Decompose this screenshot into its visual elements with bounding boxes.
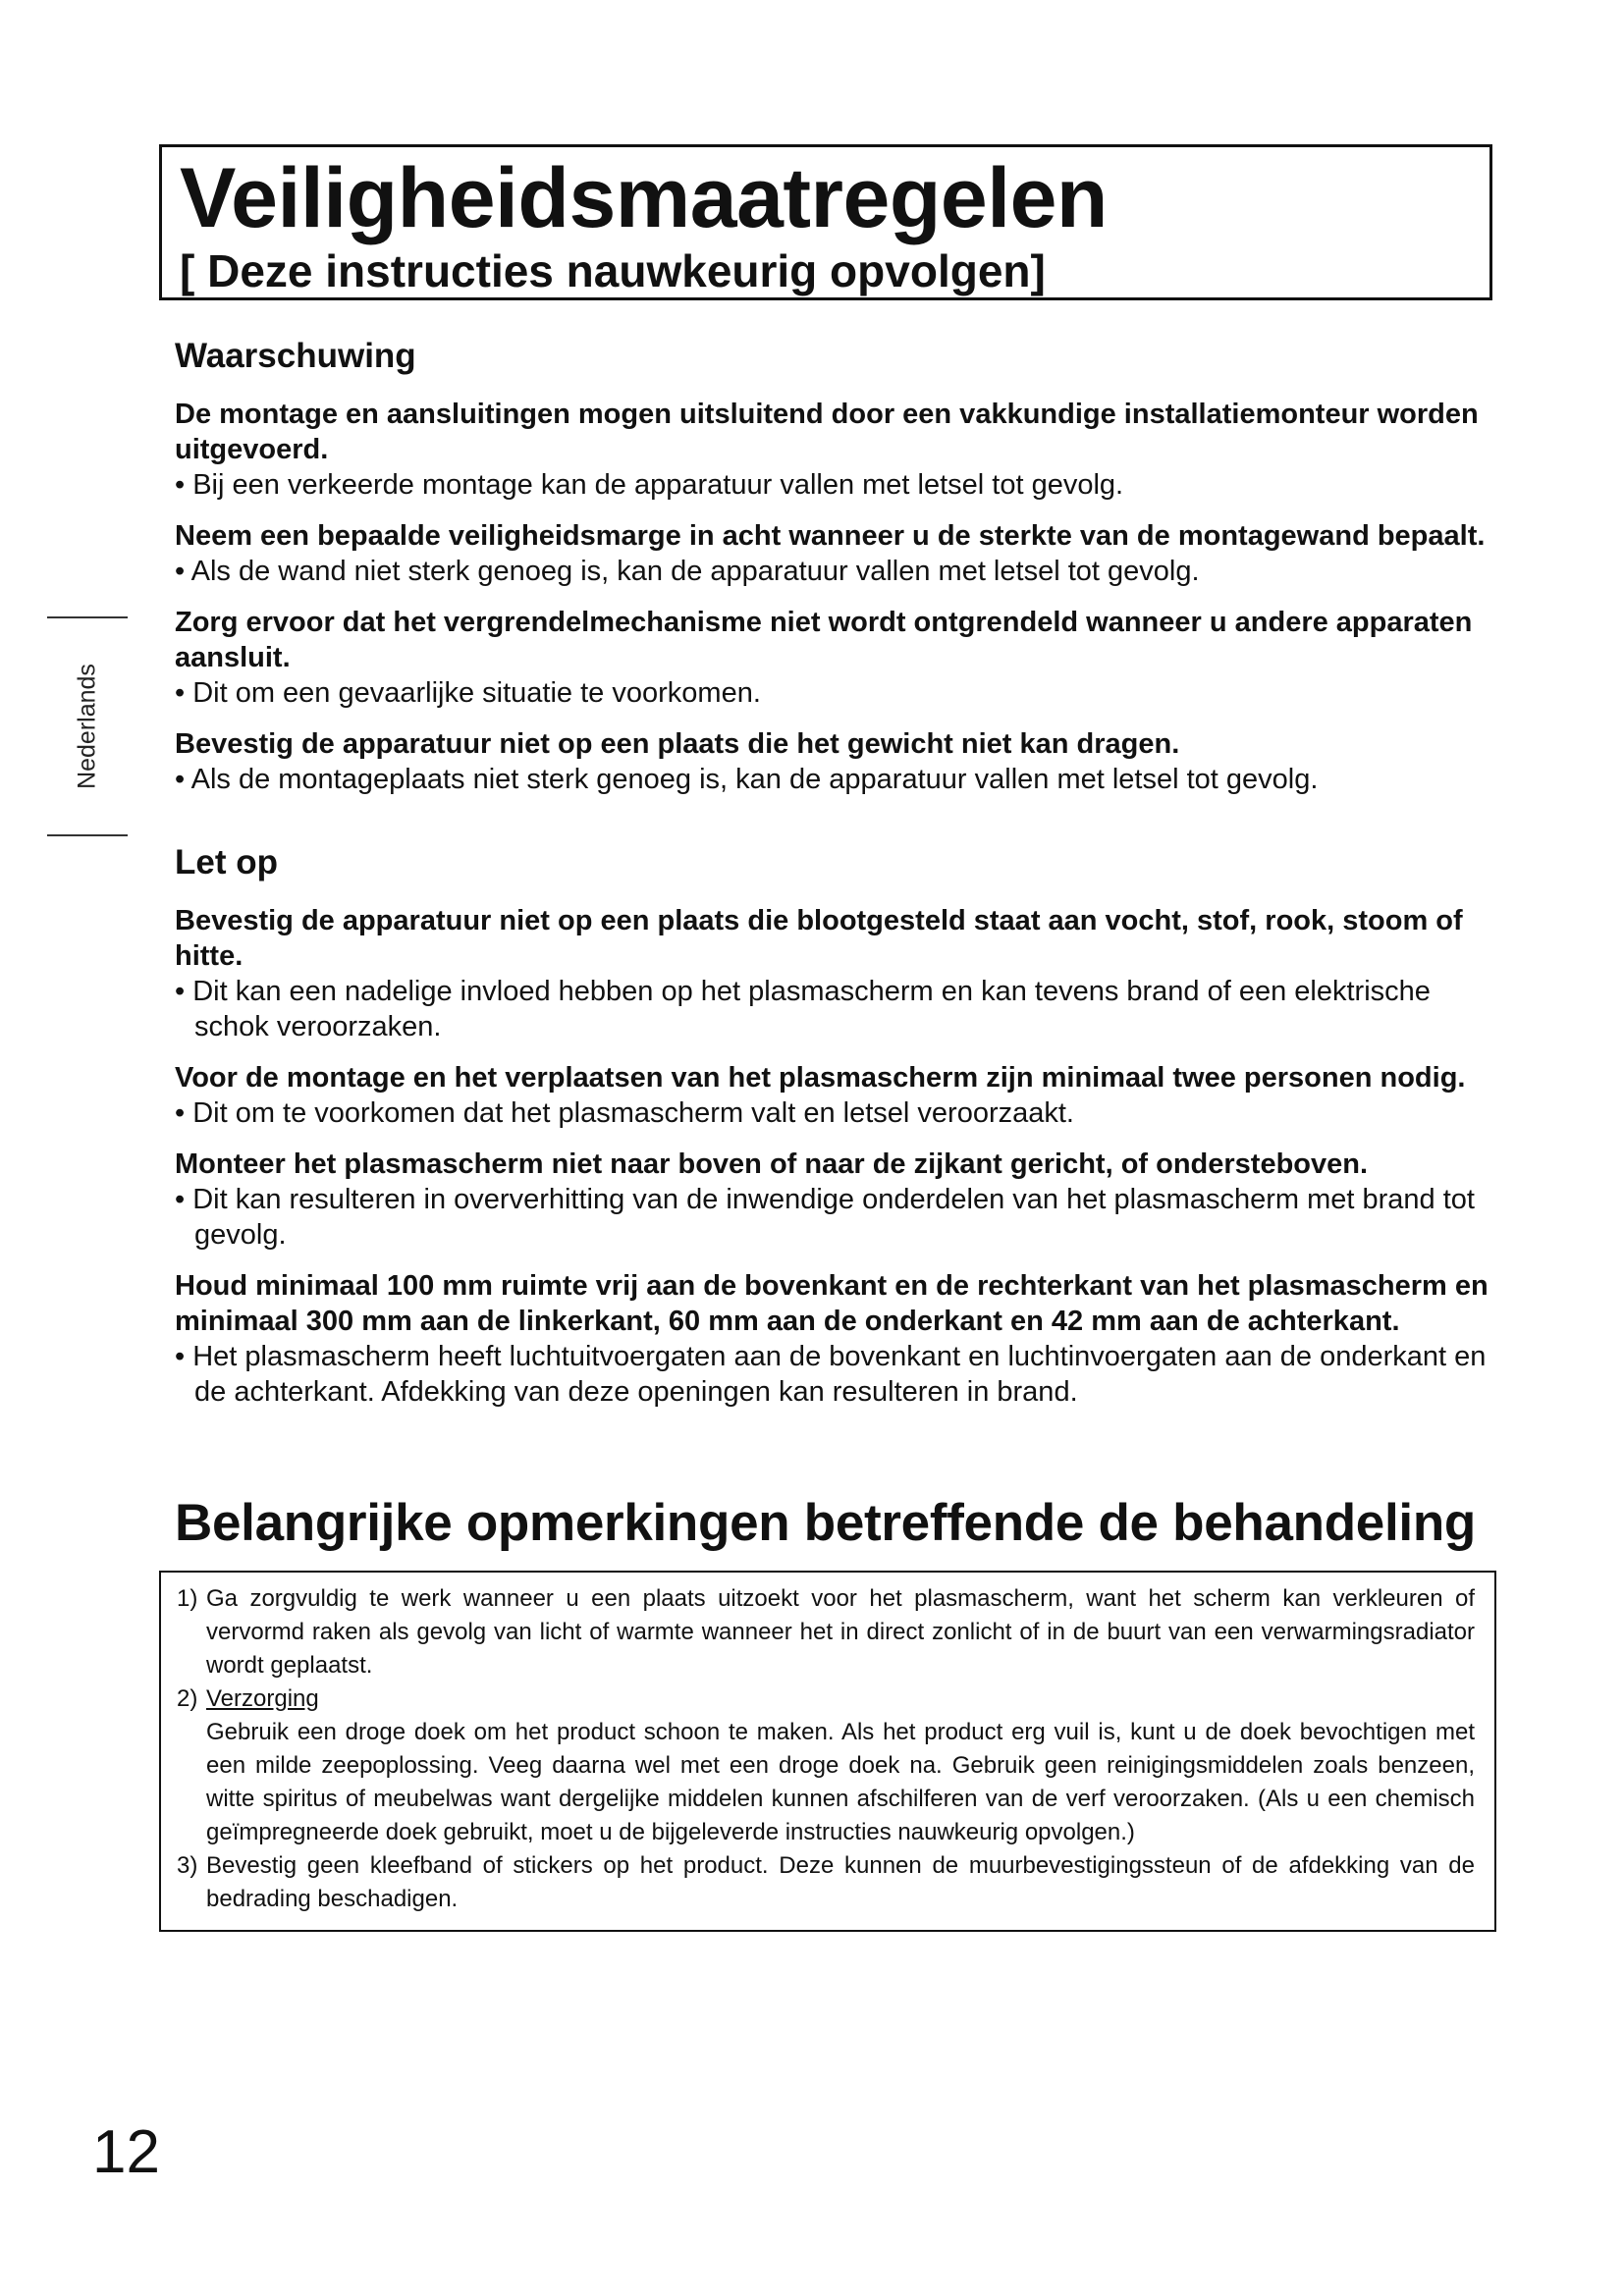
caution-item-heading: Bevestig de apparatuur niet op een plaats die blootgesteld staat aan vocht, stof, rook, stoom of hitte. (175, 905, 1463, 972)
page-subtitle: [ Deze instructies nauwkeurig opvolgen] (180, 245, 1046, 296)
handling-note (177, 1682, 1475, 1849)
warning-item-heading: Zorg ervoor dat het vergrendelmechanisme niet wordt ontgrendeld wanneer u andere apparaten aansluit. (175, 607, 1473, 673)
title-box (159, 144, 1492, 300)
caution-heading: Let op (175, 843, 278, 881)
caution-item-heading: Monteer het plasmascherm niet naar boven of naar de zijkant gericht, of ondersteboven. (175, 1148, 1369, 1180)
note-subheading: Verzorging (206, 1685, 319, 1712)
note-number: 2) (177, 1685, 198, 1712)
handling-notes-box (159, 1571, 1496, 1932)
caution-section (175, 836, 1500, 1410)
note-text: Ga zorgvuldig te werk wanneer u een plaats uitzoekt voor het plasmascherm, want het scherm kan verkleuren of vervormd raken als gevolg van licht of warmte wanneer het in direct zonlicht of in de buurt van een verwarmingsradiator wordt geplaatst. (206, 1585, 1475, 1679)
warning-item (175, 397, 1500, 503)
caution-item-bullet: • Dit om te voorkomen dat het plasmascherm valt en letsel veroorzaakt. (175, 1097, 1074, 1129)
handling-note (177, 1582, 1475, 1682)
caution-item (175, 903, 1500, 1044)
caution-item (175, 1268, 1500, 1410)
warning-item-bullet: • Als de wand niet sterk genoeg is, kan de apparatuur vallen met letsel tot gevolg. (175, 556, 1200, 587)
caution-item (175, 1147, 1500, 1253)
warning-item-bullet: • Bij een verkeerde montage kan de apparatuur vallen met letsel tot gevolg. (175, 469, 1124, 501)
page-title: Veiligheidsmaatregelen (180, 151, 1108, 245)
handling-note (177, 1849, 1475, 1916)
warning-item-heading: Neem een bepaalde veiligheidsmarge in acht wanneer u de sterkte van de montagewand bepaalt. (175, 520, 1486, 552)
warning-item-bullet: • Dit om een gevaarlijke situatie te voorkomen. (175, 677, 761, 709)
handling-section (175, 1494, 1500, 1932)
caution-item-bullet: • Dit kan een nadelige invloed hebben op het plasmascherm en kan tevens brand of een elektrische schok veroorzaken. (175, 976, 1431, 1042)
note-number: 3) (177, 1852, 198, 1879)
page-number: 12 (92, 2118, 160, 2186)
caution-item-bullet: • Dit kan resulteren in oververhitting van de inwendige onderdelen van het plasmascherm met brand tot gevolg. (175, 1184, 1475, 1251)
caution-item-bullet: • Het plasmascherm heeft luchtuitvoergaten aan de bovenkant en luchtinvoergaten aan de onderkant en de achterkant. Afdekking van deze openingen kan resulteren in brand. (175, 1341, 1487, 1408)
warning-heading: Waarschuwing (175, 337, 416, 375)
caution-item-heading: Houd minimaal 100 mm ruimte vrij aan de bovenkant en de rechterkant van het plasmascherm en minimaal 300 mm aan de linkerkant, 60 mm aan de onderkant en 42 mm aan de achterkant. (175, 1270, 1489, 1337)
language-side-tab (47, 616, 128, 836)
note-text: Bevestig geen kleefband of stickers op het product. Deze kunnen de muurbevestigingssteun of de afdekking van de bedrading beschadigen. (206, 1852, 1475, 1912)
note-text: Gebruik een droge doek om het product schoon te maken. Als het product erg vuil is, kunt u de doek bevochtigen met een milde zeepoplossing. Veeg daarna wel met een droge doek na. Gebruik geen reinigingsmiddelen zoals benzeen, witte spiritus of meubelwas want dergelijke middelen kunnen afschilferen van de verf veroorzaken. (Als u een chemisch geïmpregneerde doek gebruikt, moet u de bijgeleverde instructies nauwkeurig opvolgen.) (206, 1719, 1475, 1845)
note-body (206, 1682, 1475, 1849)
warning-item (175, 605, 1500, 711)
warning-section (175, 330, 1500, 797)
caution-item (175, 1060, 1500, 1131)
note-number: 1) (177, 1585, 198, 1612)
warning-item (175, 726, 1500, 797)
caution-item-heading: Voor de montage en het verplaatsen van het plasmascherm zijn minimaal twee personen nodig. (175, 1062, 1466, 1094)
warning-item-heading: De montage en aansluitingen mogen uitsluitend door een vakkundige installatiemonteur worden uitgevoerd. (175, 399, 1479, 465)
warning-item-heading: Bevestig de apparatuur niet op een plaats die het gewicht niet kan dragen. (175, 728, 1180, 760)
warning-item (175, 518, 1500, 589)
main-content (175, 330, 1500, 1932)
warning-item-bullet: • Als de montageplaats niet sterk genoeg is, kan de apparatuur vallen met letsel tot gevolg. (175, 764, 1319, 795)
handling-heading: Belangrijke opmerkingen betreffende de behandeling (175, 1494, 1476, 1552)
language-tab-label: Nederlands (73, 664, 101, 789)
